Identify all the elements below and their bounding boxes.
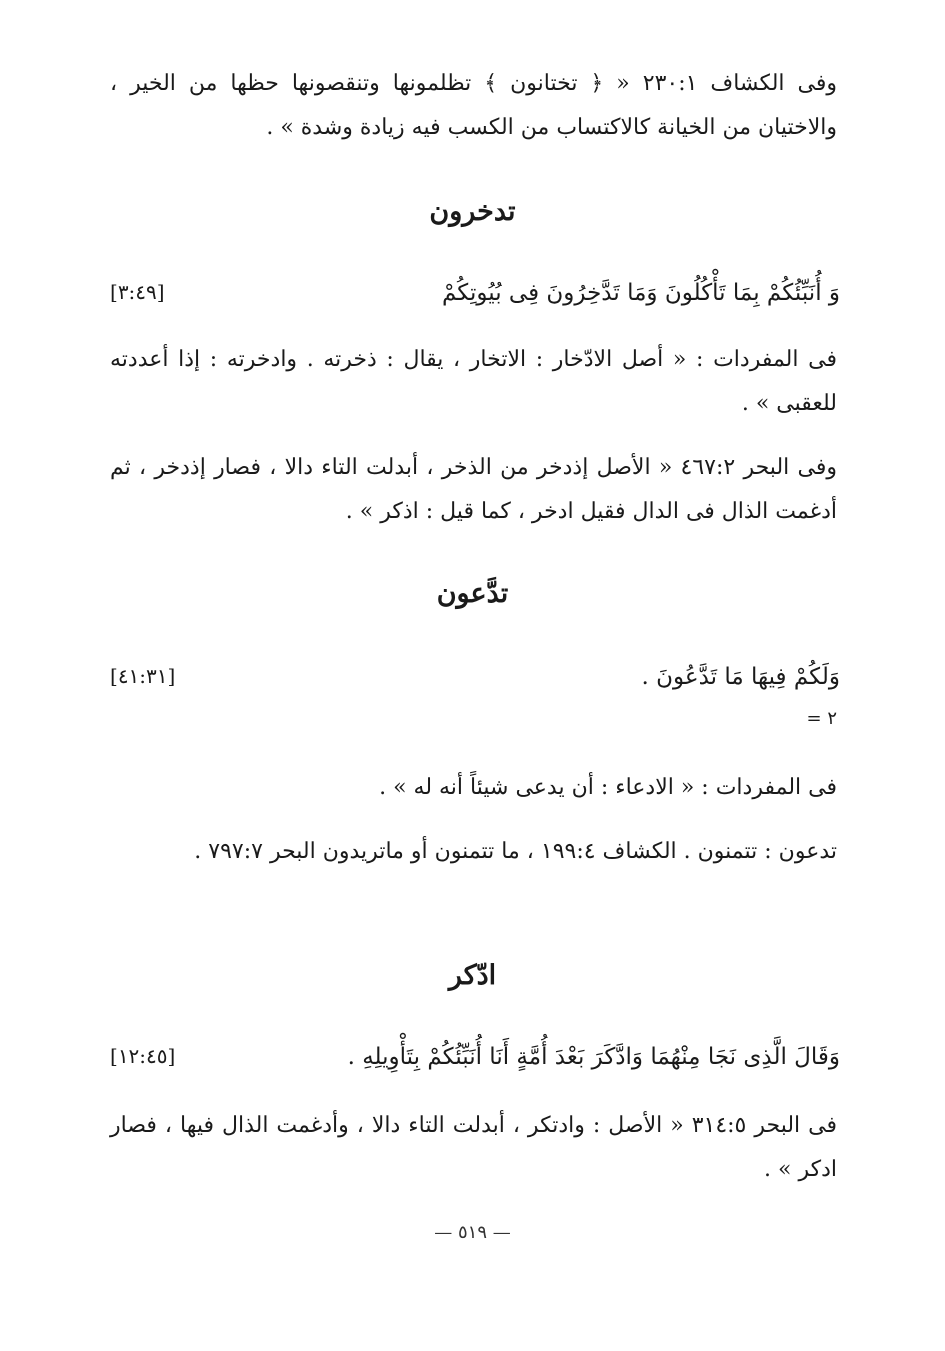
verse-row: [110, 280, 840, 320]
verse-reference: [٣:٤٩]: [110, 280, 165, 304]
verse-reference: [٤١:٣١]: [110, 664, 176, 688]
paragraph: تدعون : تتمنون . الكشاف ١٩٩:٤ ، ما تتمنون أو ماتريدون البحر ٧٩٧:٧ .: [194, 839, 837, 864]
quran-verse: وَقَالَ الَّذِى نَجَا مِنْهُمَا وَادَّكَرَ بَعْدَ أُمَّةٍ أَنَا أُنَبِّئُكُمْ بِتَأْوِيلِهِ .: [347, 1044, 840, 1070]
verse-row: [110, 664, 840, 704]
intro-paragraph: وفى الكشاف ٢٣٠:١ « ﴿ تختانون ﴾ تظلمونها وتنقصونها حظها من الخير ، والاختيان من الخيانة كالاكتساب من الكسب فيه زيادة وشدة » .: [110, 71, 837, 140]
section-heading-tadkharun: تدخرون: [429, 196, 516, 227]
quran-verse: وَلَكُمْ فِيهَا مَا تَدَّعُونَ .: [641, 664, 840, 690]
paragraph: فى المفردات : « أصل الادّخار : الاتخار ، يقال : ذخرته . وادخرته : إذا أعددته للعقبى » .: [110, 347, 837, 416]
paragraph: فى المفردات : « الادعاء : أن يدعى شيئاً أنه له » .: [379, 775, 837, 800]
paragraph: وفى البحر ٤٦٧:٢ « الأصل إذدخر من الذخر ، أبدلت التاء دالا ، فصار إذدخر ، ثم أدغمت الذال فى الدال فقيل ادخر ، كما قيل : اذكر » .: [110, 455, 837, 524]
quran-verse: وَ أُنَبِّئُكُمْ بِمَا تَأْكُلُونَ وَمَا تَدَّخِرُونَ فِى بُيُوتِكُمْ: [441, 280, 840, 306]
paragraph: فى البحر ٣١٤:٥ « الأصل : وادتكر ، أبدلت التاء دالا ، وأدغمت الذال فيها ، فصار ادكر » .: [110, 1113, 837, 1182]
page-number: — ٥١٩ —: [434, 1222, 511, 1243]
verse-row: [110, 1044, 840, 1084]
section-heading-taddaun: تدَّعون: [436, 578, 509, 609]
verse-reference: [١٢:٤٥]: [110, 1044, 176, 1068]
footnote-marker: = ٢: [806, 708, 837, 729]
section-heading-iddakara: ادّكر: [448, 960, 497, 991]
